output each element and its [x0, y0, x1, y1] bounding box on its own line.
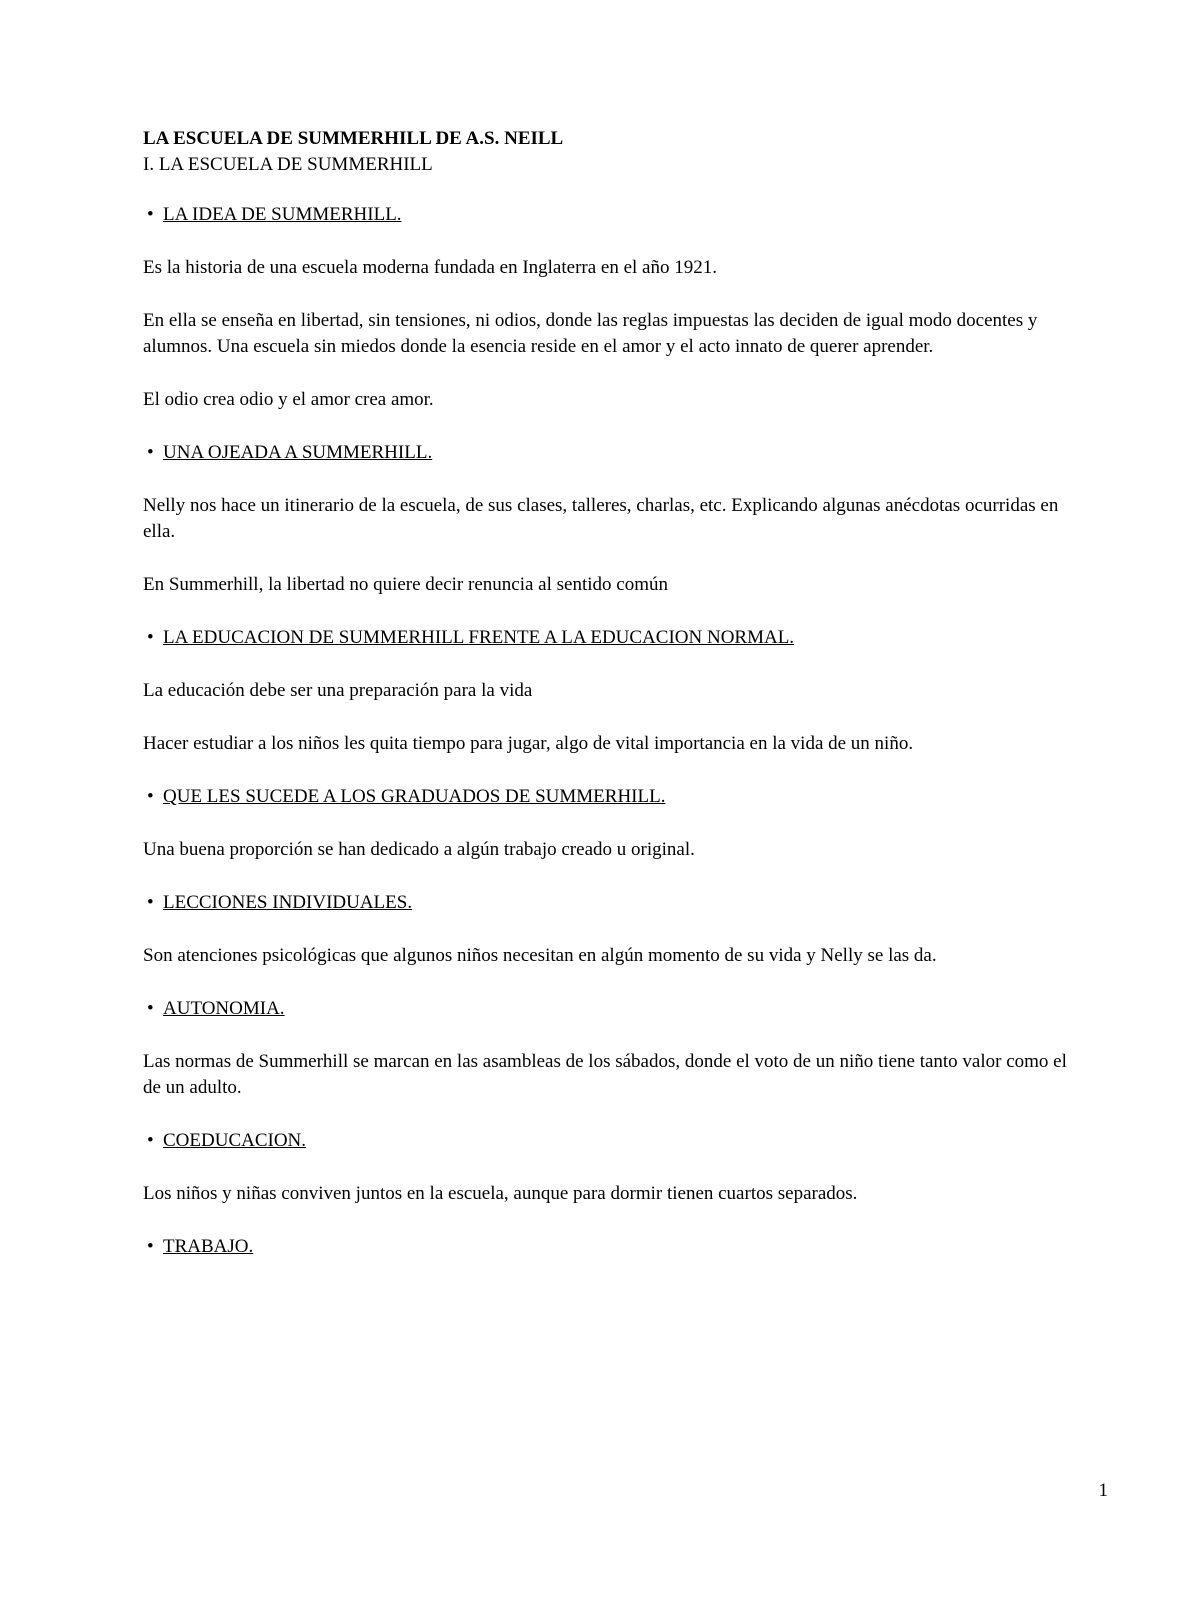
bullet-icon: • [147, 998, 154, 1019]
section-heading-text: AUTONOMIA. [163, 998, 285, 1019]
section-heading [143, 625, 1088, 651]
section-heading-text: COEDUCACION. [163, 1130, 307, 1151]
paragraph: En Summerhill, la libertad no quiere decir renuncia al sentido común [143, 574, 668, 595]
document-body [143, 126, 1088, 1287]
bullet-icon: • [147, 442, 154, 463]
paragraph: La educación debe ser una preparación para la vida [143, 680, 533, 701]
page-number: 1 [1098, 1480, 1108, 1501]
paragraph: Los niños y niñas conviven juntos en la escuela, aunque para dormir tienen cuartos separados. [143, 1183, 858, 1204]
paragraph: El odio crea odio y el amor crea amor. [143, 389, 434, 410]
document-subtitle: I. LA ESCUELA DE SUMMERHILL [143, 154, 433, 175]
section-heading-text: LA EDUCACION DE SUMMERHILL FRENTE A LA EDUCACION NORMAL. [163, 627, 795, 648]
bullet-icon: • [147, 1130, 154, 1151]
section-heading-text: LA IDEA DE SUMMERHILL. [163, 204, 402, 225]
paragraph: Es la historia de una escuela moderna fundada en Inglaterra en el año 1921. [143, 257, 717, 278]
section-heading [143, 996, 1088, 1022]
paragraph: Son atenciones psicológicas que algunos niños necesitan en algún momento de su vida y Nelly se las da. [143, 945, 937, 966]
section-heading [143, 890, 1088, 916]
section-heading-text: TRABAJO. [163, 1236, 254, 1257]
paragraph: Una buena proporción se han dedicado a algún trabajo creado u original. [143, 839, 695, 860]
section-heading-text: QUE LES SUCEDE A LOS GRADUADOS DE SUMMERHILL. [163, 786, 666, 807]
bullet-icon: • [147, 204, 154, 225]
section-heading [143, 1128, 1088, 1154]
bullet-icon: • [147, 1236, 154, 1257]
section-heading-text: LECCIONES INDIVIDUALES. [163, 892, 413, 913]
document-title: LA ESCUELA DE SUMMERHILL DE A.S. NEILL [143, 128, 564, 149]
paragraph: Nelly nos hace un itinerario de la escuela, de sus clases, talleres, charlas, etc. Explicando algunas anécdotas ocurridas en ella. [143, 495, 1059, 542]
paragraph: Hacer estudiar a los niños les quita tiempo para jugar, algo de vital importancia en la vida de un niño. [143, 733, 914, 754]
section-heading [143, 1234, 1088, 1260]
section-heading [143, 202, 1088, 228]
section-heading-text: UNA OJEADA A SUMMERHILL. [163, 442, 433, 463]
section-heading [143, 440, 1088, 466]
section-heading [143, 784, 1088, 810]
paragraph: En ella se enseña en libertad, sin tensiones, ni odios, donde las reglas impuestas las deciden de igual modo docentes y alumnos. Una escuela sin miedos donde la esencia reside en el amor y el acto innato de querer aprender. [143, 310, 1038, 357]
paragraph: Las normas de Summerhill se marcan en las asambleas de los sábados, donde el voto de un niño tiene tanto valor como el de un adulto. [143, 1051, 1067, 1098]
bullet-icon: • [147, 627, 154, 648]
bullet-icon: • [147, 892, 154, 913]
bullet-icon: • [147, 786, 154, 807]
